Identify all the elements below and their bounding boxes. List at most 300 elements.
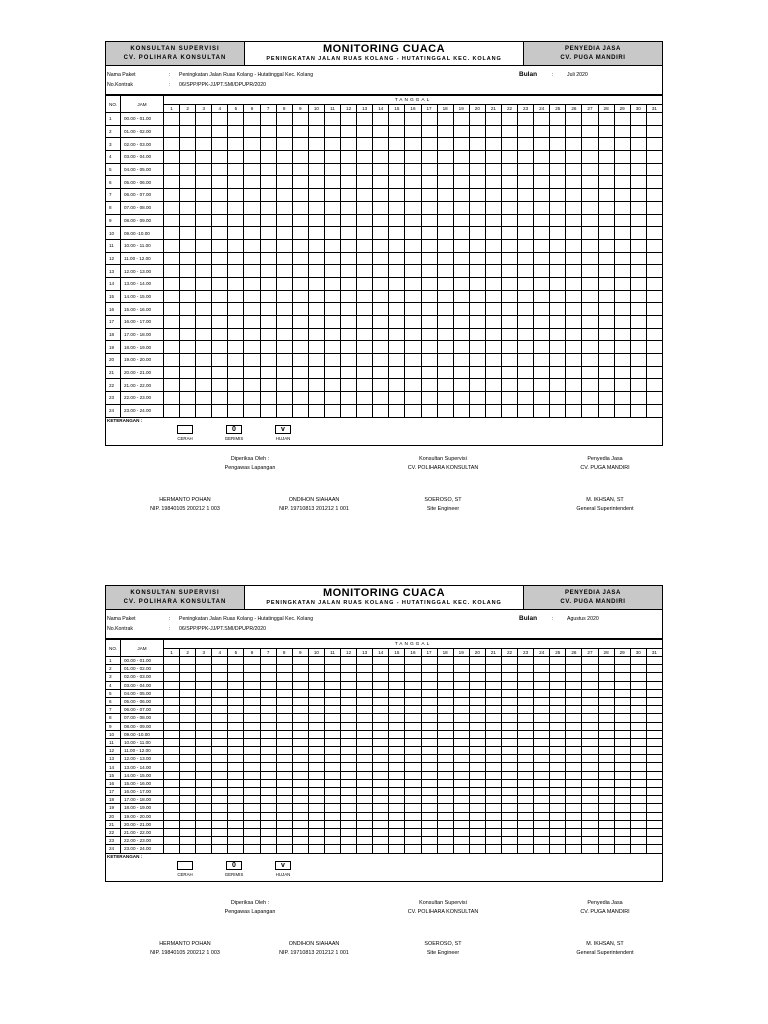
weather-cell[interactable] [534, 722, 550, 730]
weather-cell[interactable] [244, 239, 260, 252]
weather-cell[interactable] [292, 303, 308, 316]
weather-cell[interactable] [501, 779, 517, 787]
weather-cell[interactable] [469, 845, 485, 853]
weather-cell[interactable] [582, 681, 598, 689]
weather-cell[interactable] [518, 125, 534, 138]
weather-cell[interactable] [341, 730, 357, 738]
weather-cell[interactable] [244, 689, 260, 697]
weather-cell[interactable] [244, 265, 260, 278]
weather-cell[interactable] [453, 354, 469, 367]
weather-cell[interactable] [324, 706, 340, 714]
weather-cell[interactable] [324, 681, 340, 689]
weather-cell[interactable] [453, 265, 469, 278]
weather-cell[interactable] [292, 738, 308, 746]
weather-cell[interactable] [180, 755, 196, 763]
weather-cell[interactable] [276, 697, 292, 705]
weather-cell[interactable] [582, 673, 598, 681]
weather-cell[interactable] [405, 689, 421, 697]
weather-cell[interactable] [164, 328, 180, 341]
weather-cell[interactable] [212, 379, 228, 392]
weather-cell[interactable] [437, 214, 453, 227]
weather-cell[interactable] [534, 706, 550, 714]
weather-cell[interactable] [180, 366, 196, 379]
weather-cell[interactable] [437, 265, 453, 278]
weather-cell[interactable] [228, 820, 244, 828]
weather-cell[interactable] [389, 125, 405, 138]
weather-cell[interactable] [646, 689, 662, 697]
weather-cell[interactable] [646, 277, 662, 290]
weather-cell[interactable] [244, 125, 260, 138]
weather-cell[interactable] [566, 755, 582, 763]
weather-cell[interactable] [180, 163, 196, 176]
weather-cell[interactable] [389, 828, 405, 836]
weather-cell[interactable] [244, 812, 260, 820]
weather-cell[interactable] [566, 138, 582, 151]
weather-cell[interactable] [501, 837, 517, 845]
weather-cell[interactable] [244, 755, 260, 763]
weather-cell[interactable] [518, 201, 534, 214]
weather-cell[interactable] [324, 730, 340, 738]
weather-cell[interactable] [164, 730, 180, 738]
weather-cell[interactable] [518, 163, 534, 176]
weather-cell[interactable] [485, 379, 501, 392]
weather-cell[interactable] [518, 706, 534, 714]
weather-cell[interactable] [212, 697, 228, 705]
weather-cell[interactable] [357, 714, 373, 722]
weather-cell[interactable] [453, 138, 469, 151]
weather-cell[interactable] [534, 163, 550, 176]
weather-cell[interactable] [341, 265, 357, 278]
weather-cell[interactable] [324, 316, 340, 329]
weather-cell[interactable] [357, 771, 373, 779]
weather-cell[interactable] [437, 763, 453, 771]
weather-cell[interactable] [292, 681, 308, 689]
weather-cell[interactable] [341, 404, 357, 417]
weather-cell[interactable] [582, 788, 598, 796]
weather-cell[interactable] [421, 738, 437, 746]
weather-cell[interactable] [582, 151, 598, 164]
weather-cell[interactable] [405, 755, 421, 763]
weather-cell[interactable] [164, 722, 180, 730]
weather-cell[interactable] [646, 151, 662, 164]
weather-cell[interactable] [614, 163, 630, 176]
weather-cell[interactable] [373, 328, 389, 341]
weather-cell[interactable] [646, 722, 662, 730]
weather-cell[interactable] [164, 163, 180, 176]
weather-cell[interactable] [437, 845, 453, 853]
weather-cell[interactable] [244, 771, 260, 779]
weather-cell[interactable] [212, 714, 228, 722]
weather-cell[interactable] [534, 404, 550, 417]
weather-cell[interactable] [292, 341, 308, 354]
weather-cell[interactable] [292, 673, 308, 681]
weather-cell[interactable] [212, 812, 228, 820]
weather-cell[interactable] [164, 265, 180, 278]
weather-cell[interactable] [598, 657, 614, 665]
weather-cell[interactable] [228, 738, 244, 746]
weather-cell[interactable] [373, 706, 389, 714]
weather-cell[interactable] [630, 812, 646, 820]
weather-cell[interactable] [501, 379, 517, 392]
weather-cell[interactable] [373, 201, 389, 214]
weather-cell[interactable] [598, 820, 614, 828]
weather-cell[interactable] [405, 125, 421, 138]
weather-cell[interactable] [164, 354, 180, 367]
weather-cell[interactable] [485, 252, 501, 265]
weather-cell[interactable] [630, 722, 646, 730]
weather-cell[interactable] [389, 738, 405, 746]
weather-cell[interactable] [437, 290, 453, 303]
weather-cell[interactable] [212, 706, 228, 714]
weather-cell[interactable] [276, 730, 292, 738]
weather-cell[interactable] [501, 176, 517, 189]
weather-cell[interactable] [357, 730, 373, 738]
weather-cell[interactable] [196, 404, 212, 417]
weather-cell[interactable] [582, 163, 598, 176]
weather-cell[interactable] [357, 804, 373, 812]
weather-cell[interactable] [582, 738, 598, 746]
weather-cell[interactable] [485, 747, 501, 755]
weather-cell[interactable] [566, 697, 582, 705]
weather-cell[interactable] [212, 845, 228, 853]
weather-cell[interactable] [292, 706, 308, 714]
weather-cell[interactable] [357, 113, 373, 126]
weather-cell[interactable] [469, 290, 485, 303]
weather-cell[interactable] [357, 354, 373, 367]
weather-cell[interactable] [373, 697, 389, 705]
weather-cell[interactable] [453, 689, 469, 697]
weather-cell[interactable] [469, 379, 485, 392]
weather-cell[interactable] [212, 227, 228, 240]
weather-cell[interactable] [324, 227, 340, 240]
weather-cell[interactable] [244, 201, 260, 214]
weather-cell[interactable] [518, 316, 534, 329]
weather-cell[interactable] [373, 714, 389, 722]
weather-cell[interactable] [550, 673, 566, 681]
weather-cell[interactable] [212, 747, 228, 755]
weather-cell[interactable] [437, 730, 453, 738]
weather-cell[interactable] [196, 189, 212, 202]
weather-cell[interactable] [212, 252, 228, 265]
weather-cell[interactable] [421, 113, 437, 126]
weather-cell[interactable] [196, 214, 212, 227]
weather-cell[interactable] [292, 828, 308, 836]
weather-cell[interactable] [341, 354, 357, 367]
weather-cell[interactable] [614, 788, 630, 796]
weather-cell[interactable] [405, 845, 421, 853]
weather-cell[interactable] [389, 290, 405, 303]
weather-cell[interactable] [341, 214, 357, 227]
weather-cell[interactable] [228, 277, 244, 290]
weather-cell[interactable] [164, 820, 180, 828]
weather-cell[interactable] [421, 354, 437, 367]
weather-cell[interactable] [196, 673, 212, 681]
weather-cell[interactable] [180, 763, 196, 771]
weather-cell[interactable] [389, 755, 405, 763]
weather-cell[interactable] [373, 379, 389, 392]
weather-cell[interactable] [341, 290, 357, 303]
weather-cell[interactable] [534, 125, 550, 138]
weather-cell[interactable] [646, 657, 662, 665]
weather-cell[interactable] [518, 227, 534, 240]
weather-cell[interactable] [437, 189, 453, 202]
weather-cell[interactable] [276, 837, 292, 845]
weather-cell[interactable] [566, 113, 582, 126]
weather-cell[interactable] [598, 779, 614, 787]
weather-cell[interactable] [421, 796, 437, 804]
weather-cell[interactable] [260, 771, 276, 779]
weather-cell[interactable] [614, 252, 630, 265]
weather-cell[interactable] [228, 316, 244, 329]
weather-cell[interactable] [212, 828, 228, 836]
weather-cell[interactable] [485, 151, 501, 164]
weather-cell[interactable] [469, 788, 485, 796]
weather-cell[interactable] [646, 176, 662, 189]
weather-cell[interactable] [405, 706, 421, 714]
weather-cell[interactable] [292, 252, 308, 265]
weather-cell[interactable] [292, 265, 308, 278]
weather-cell[interactable] [180, 328, 196, 341]
weather-cell[interactable] [308, 316, 324, 329]
weather-cell[interactable] [164, 303, 180, 316]
weather-cell[interactable] [421, 681, 437, 689]
weather-cell[interactable] [485, 788, 501, 796]
weather-cell[interactable] [550, 328, 566, 341]
weather-cell[interactable] [228, 845, 244, 853]
weather-cell[interactable] [164, 837, 180, 845]
weather-cell[interactable] [228, 138, 244, 151]
weather-cell[interactable] [373, 176, 389, 189]
weather-cell[interactable] [276, 755, 292, 763]
weather-cell[interactable] [582, 714, 598, 722]
weather-cell[interactable] [308, 328, 324, 341]
weather-cell[interactable] [164, 714, 180, 722]
weather-cell[interactable] [550, 138, 566, 151]
weather-cell[interactable] [228, 697, 244, 705]
weather-cell[interactable] [566, 804, 582, 812]
weather-cell[interactable] [260, 151, 276, 164]
weather-cell[interactable] [550, 788, 566, 796]
weather-cell[interactable] [308, 392, 324, 405]
weather-cell[interactable] [518, 820, 534, 828]
weather-cell[interactable] [469, 689, 485, 697]
weather-cell[interactable] [180, 722, 196, 730]
weather-cell[interactable] [469, 138, 485, 151]
weather-cell[interactable] [244, 788, 260, 796]
weather-cell[interactable] [164, 125, 180, 138]
weather-cell[interactable] [228, 763, 244, 771]
weather-cell[interactable] [550, 392, 566, 405]
weather-cell[interactable] [453, 277, 469, 290]
weather-cell[interactable] [373, 227, 389, 240]
weather-cell[interactable] [598, 845, 614, 853]
weather-cell[interactable] [276, 379, 292, 392]
weather-cell[interactable] [244, 214, 260, 227]
weather-cell[interactable] [405, 665, 421, 673]
weather-cell[interactable] [421, 277, 437, 290]
weather-cell[interactable] [196, 341, 212, 354]
weather-cell[interactable] [485, 681, 501, 689]
weather-cell[interactable] [630, 657, 646, 665]
weather-cell[interactable] [582, 138, 598, 151]
weather-cell[interactable] [164, 290, 180, 303]
weather-cell[interactable] [453, 788, 469, 796]
weather-cell[interactable] [453, 214, 469, 227]
weather-cell[interactable] [518, 714, 534, 722]
weather-cell[interactable] [276, 763, 292, 771]
weather-cell[interactable] [292, 163, 308, 176]
weather-cell[interactable] [292, 189, 308, 202]
weather-cell[interactable] [469, 820, 485, 828]
weather-cell[interactable] [437, 366, 453, 379]
weather-cell[interactable] [437, 354, 453, 367]
weather-cell[interactable] [276, 227, 292, 240]
weather-cell[interactable] [485, 189, 501, 202]
weather-cell[interactable] [276, 290, 292, 303]
weather-cell[interactable] [485, 214, 501, 227]
weather-cell[interactable] [630, 125, 646, 138]
weather-cell[interactable] [630, 214, 646, 227]
weather-cell[interactable] [469, 755, 485, 763]
weather-cell[interactable] [276, 151, 292, 164]
weather-cell[interactable] [646, 252, 662, 265]
weather-cell[interactable] [341, 722, 357, 730]
weather-cell[interactable] [550, 366, 566, 379]
weather-cell[interactable] [453, 290, 469, 303]
weather-cell[interactable] [373, 657, 389, 665]
weather-cell[interactable] [260, 828, 276, 836]
weather-cell[interactable] [260, 763, 276, 771]
weather-cell[interactable] [196, 779, 212, 787]
weather-cell[interactable] [276, 722, 292, 730]
weather-cell[interactable] [453, 341, 469, 354]
weather-cell[interactable] [212, 151, 228, 164]
weather-cell[interactable] [630, 706, 646, 714]
weather-cell[interactable] [453, 201, 469, 214]
weather-cell[interactable] [389, 673, 405, 681]
weather-cell[interactable] [357, 277, 373, 290]
weather-cell[interactable] [566, 290, 582, 303]
weather-cell[interactable] [566, 828, 582, 836]
weather-cell[interactable] [437, 392, 453, 405]
weather-cell[interactable] [566, 125, 582, 138]
weather-cell[interactable] [341, 738, 357, 746]
weather-cell[interactable] [485, 201, 501, 214]
weather-cell[interactable] [357, 738, 373, 746]
weather-cell[interactable] [276, 113, 292, 126]
weather-cell[interactable] [469, 328, 485, 341]
weather-cell[interactable] [357, 779, 373, 787]
weather-cell[interactable] [180, 303, 196, 316]
weather-cell[interactable] [501, 163, 517, 176]
weather-cell[interactable] [405, 151, 421, 164]
weather-cell[interactable] [421, 837, 437, 845]
weather-cell[interactable] [566, 227, 582, 240]
weather-cell[interactable] [469, 681, 485, 689]
weather-cell[interactable] [469, 673, 485, 681]
weather-cell[interactable] [180, 845, 196, 853]
weather-cell[interactable] [518, 214, 534, 227]
weather-cell[interactable] [389, 138, 405, 151]
weather-cell[interactable] [405, 820, 421, 828]
weather-cell[interactable] [244, 804, 260, 812]
weather-cell[interactable] [228, 354, 244, 367]
weather-cell[interactable] [164, 779, 180, 787]
weather-cell[interactable] [469, 214, 485, 227]
weather-cell[interactable] [582, 125, 598, 138]
weather-cell[interactable] [518, 404, 534, 417]
weather-cell[interactable] [324, 265, 340, 278]
weather-cell[interactable] [534, 837, 550, 845]
weather-cell[interactable] [324, 657, 340, 665]
weather-cell[interactable] [164, 828, 180, 836]
weather-cell[interactable] [550, 747, 566, 755]
weather-cell[interactable] [373, 796, 389, 804]
weather-cell[interactable] [244, 277, 260, 290]
weather-cell[interactable] [598, 404, 614, 417]
weather-cell[interactable] [341, 138, 357, 151]
weather-cell[interactable] [308, 657, 324, 665]
weather-cell[interactable] [582, 316, 598, 329]
weather-cell[interactable] [485, 113, 501, 126]
weather-cell[interactable] [308, 796, 324, 804]
weather-cell[interactable] [196, 755, 212, 763]
weather-cell[interactable] [196, 163, 212, 176]
weather-cell[interactable] [598, 730, 614, 738]
weather-cell[interactable] [292, 404, 308, 417]
weather-cell[interactable] [550, 755, 566, 763]
weather-cell[interactable] [373, 689, 389, 697]
weather-cell[interactable] [437, 673, 453, 681]
weather-cell[interactable] [566, 681, 582, 689]
weather-cell[interactable] [276, 665, 292, 673]
weather-cell[interactable] [566, 706, 582, 714]
weather-cell[interactable] [421, 804, 437, 812]
weather-cell[interactable] [292, 151, 308, 164]
weather-cell[interactable] [453, 366, 469, 379]
weather-cell[interactable] [630, 189, 646, 202]
weather-cell[interactable] [341, 706, 357, 714]
weather-cell[interactable] [260, 714, 276, 722]
weather-cell[interactable] [534, 755, 550, 763]
weather-cell[interactable] [324, 845, 340, 853]
weather-cell[interactable] [614, 341, 630, 354]
weather-cell[interactable] [357, 265, 373, 278]
weather-cell[interactable] [292, 820, 308, 828]
weather-cell[interactable] [421, 265, 437, 278]
weather-cell[interactable] [405, 354, 421, 367]
weather-cell[interactable] [485, 354, 501, 367]
weather-cell[interactable] [598, 227, 614, 240]
weather-cell[interactable] [324, 252, 340, 265]
weather-cell[interactable] [357, 706, 373, 714]
weather-cell[interactable] [308, 176, 324, 189]
weather-cell[interactable] [405, 316, 421, 329]
weather-cell[interactable] [357, 366, 373, 379]
weather-cell[interactable] [582, 189, 598, 202]
weather-cell[interactable] [566, 747, 582, 755]
weather-cell[interactable] [341, 755, 357, 763]
weather-cell[interactable] [550, 214, 566, 227]
weather-cell[interactable] [276, 189, 292, 202]
weather-cell[interactable] [292, 328, 308, 341]
weather-cell[interactable] [501, 738, 517, 746]
weather-cell[interactable] [405, 265, 421, 278]
weather-cell[interactable] [405, 697, 421, 705]
weather-cell[interactable] [582, 845, 598, 853]
weather-cell[interactable] [373, 163, 389, 176]
weather-cell[interactable] [260, 189, 276, 202]
